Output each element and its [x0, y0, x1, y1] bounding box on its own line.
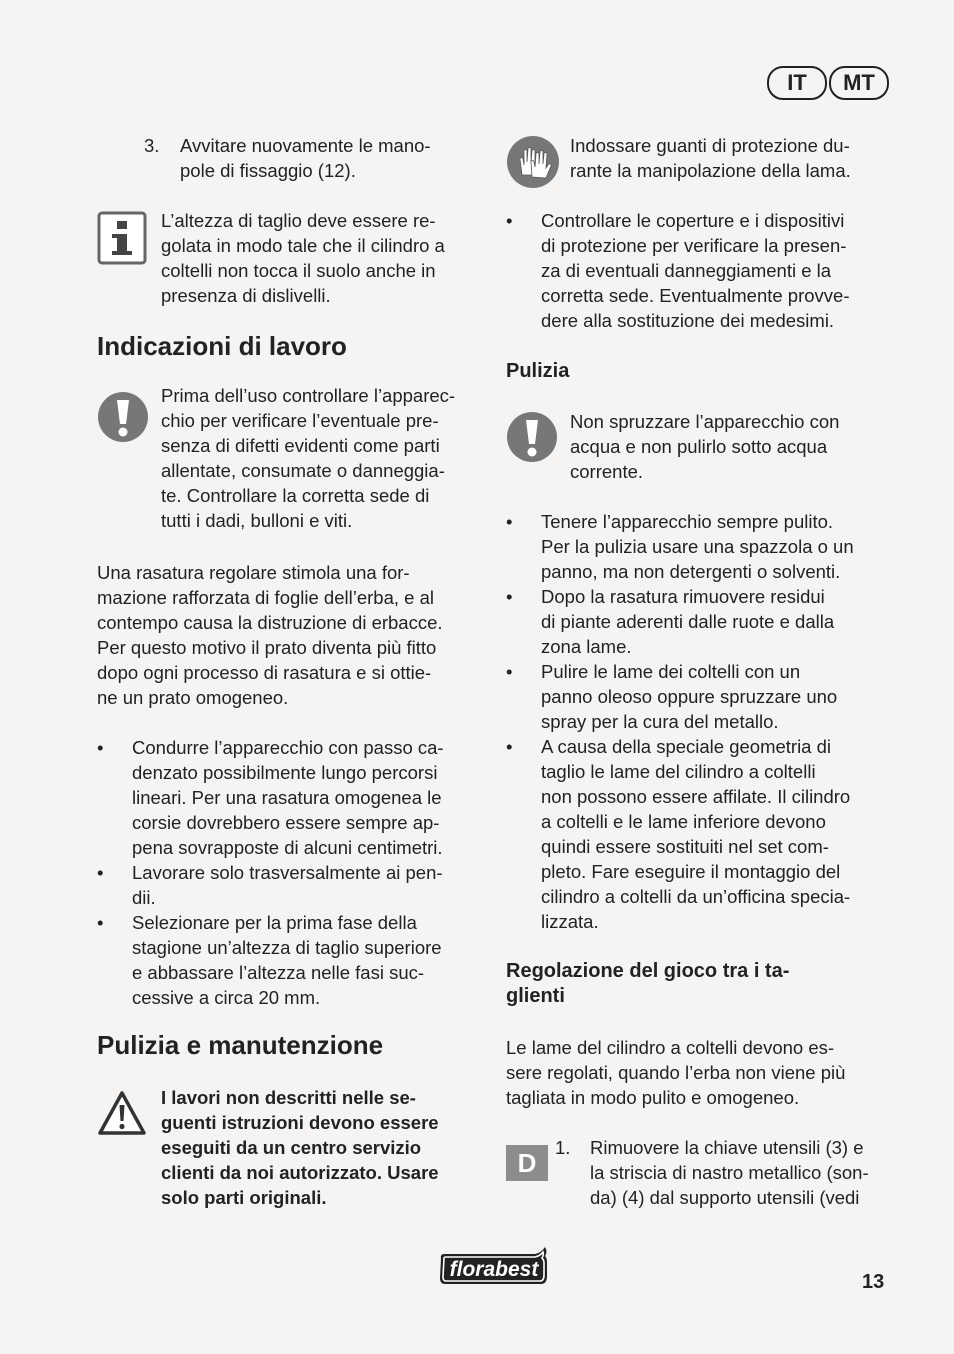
heading-line: Regolazione del gioco tra i ta- — [506, 960, 790, 982]
bullet-icon: • — [506, 736, 513, 757]
caution-note — [161, 1085, 491, 1210]
warning-line: te. Controllare la corretta sede di — [161, 485, 430, 506]
list-item — [97, 860, 489, 910]
warning-triangle-icon — [97, 1090, 147, 1136]
cover-bullet-list — [506, 208, 898, 333]
list-item — [97, 910, 489, 1010]
paragraph-line: sere regolati, quando l’erba non viene più — [506, 1062, 846, 1083]
step-1-number: 1. — [555, 1137, 571, 1158]
cleaning-bullet-list — [506, 509, 898, 934]
list-item-line: Pulire le lame dei coltelli con un — [541, 661, 801, 682]
list-item-line: Per la pulizia usare una spazzola o un — [541, 536, 854, 557]
list-item-line: A causa della speciale geometria di — [541, 736, 832, 757]
heading-pulizia-e-manutenzione: Pulizia e manutenzione — [97, 1030, 384, 1060]
bullet-icon: • — [506, 511, 513, 532]
list-item-line: denzato possibilmente lungo percorsi — [132, 762, 438, 783]
info-note — [161, 208, 491, 308]
warning-line: senza di difetti evidenti come parti — [161, 435, 440, 456]
list-item-line: panno oleoso oppure spruzzare uno — [541, 686, 838, 707]
spray-line: acqua e non pulirlo sotto acqua — [570, 436, 828, 457]
list-item — [506, 509, 898, 584]
list-item — [506, 208, 898, 333]
heading-regolazione-gioco — [506, 959, 896, 1009]
work-bullet-list — [97, 735, 489, 1010]
list-item-line: spray per la cura del metallo. — [541, 711, 779, 732]
heading-indicazioni-di-lavoro: Indicazioni di lavoro — [97, 331, 347, 361]
list-item-line: quindi essere sostituiti nel set com- — [541, 836, 829, 857]
step-1-line: da) (4) dal supporto utensili (vedi — [590, 1187, 860, 1208]
list-item — [506, 659, 898, 734]
info-icon — [97, 211, 147, 265]
step-3-line: Avvitare nuovamente le mano- — [180, 135, 431, 156]
heading-line: glienti — [506, 985, 565, 1007]
list-item-line: Condurre l’apparecchio con passo ca- — [132, 737, 444, 758]
list-item-line: di protezione per verificare la presen- — [541, 235, 847, 256]
paragraph-line: tagliata in modo pulito e omogeneo. — [506, 1087, 800, 1108]
list-item-line: non possono essere affilate. Il cilindro — [541, 786, 851, 807]
caution-line: solo parti originali. — [161, 1187, 327, 1208]
bullet-icon: • — [506, 661, 513, 682]
paragraph-line: contempo causa la distruzione di erbacce. — [97, 612, 443, 633]
gloves-note — [570, 133, 900, 183]
list-item — [97, 735, 489, 860]
heading-pulizia: Pulizia — [506, 360, 570, 382]
list-item-line: taglio le lame del cilindro a coltelli — [541, 761, 816, 782]
list-item-line: lizzata. — [541, 911, 599, 932]
list-item-line: e abbassare l’altezza nelle fasi suc- — [132, 962, 425, 983]
spray-line: Non spruzzare l’apparecchio con — [570, 411, 840, 432]
paragraph-line: Le lame del cilindro a coltelli devono es- — [506, 1037, 835, 1058]
gloves-line: rante la manipolazione della lama. — [570, 160, 851, 181]
gloves-line: Indossare guanti di protezione du- — [570, 135, 850, 156]
info-line: coltelli non tocca il suolo anche in — [161, 260, 436, 281]
paragraph-line: ne un prato omogeneo. — [97, 687, 289, 708]
step-1-line: la striscia di nastro metallico (son- — [590, 1162, 869, 1183]
bullet-icon: • — [506, 586, 513, 607]
list-item-line: cessive a circa 20 mm. — [132, 987, 321, 1008]
figure-d-label: D — [506, 1145, 548, 1181]
list-item-line: panno, ma non detergenti o solventi. — [541, 561, 841, 582]
list-item-line: zona lame. — [541, 636, 632, 657]
list-item-line: za di eventuali danneggiamenti e la — [541, 260, 832, 281]
list-item-line: corretta sede. Eventualmente provve- — [541, 285, 850, 306]
step-3 — [144, 133, 484, 183]
list-item-line: Selezionare per la prima fase della — [132, 912, 417, 933]
list-item — [506, 584, 898, 659]
list-item-line: di piante aderenti dalle ruote e dalla — [541, 611, 835, 632]
lang-badge-it: IT — [767, 66, 827, 100]
list-item-line: a coltelli e le lame inferiore devono — [541, 811, 826, 832]
warning-line: tutti i dadi, bulloni e viti. — [161, 510, 353, 531]
caution-line: guenti istruzioni devono essere — [161, 1112, 439, 1133]
info-line: L’altezza di taglio deve essere re- — [161, 210, 436, 231]
warning-line: chio per verificare l’eventuale pre- — [161, 410, 439, 431]
step-1 — [555, 1135, 900, 1210]
bullet-icon: • — [97, 737, 104, 758]
caution-line: eseguiti da un centro servizio — [161, 1137, 422, 1158]
spray-line: corrente. — [570, 461, 644, 482]
info-line: presenza di dislivelli. — [161, 285, 331, 306]
step-3-line: pole di fissaggio (12). — [180, 160, 356, 181]
caution-line: clienti da noi autorizzato. Usare — [161, 1162, 439, 1183]
warning-note — [161, 383, 491, 533]
bullet-icon: • — [97, 912, 104, 933]
list-item-line: corsie dovrebbero essere sempre ap- — [132, 812, 440, 833]
warning-line: allentate, consumate o danneggia- — [161, 460, 445, 481]
lang-badge-mt: MT — [829, 66, 889, 100]
list-item-line: pena sovrapposte di alcuni centimetri. — [132, 837, 443, 858]
bullet-icon: • — [506, 210, 513, 231]
list-item-line: stagione un’altezza di taglio superiore — [132, 937, 442, 958]
list-item — [506, 734, 898, 934]
bullet-icon: • — [97, 862, 104, 883]
paragraph-line: dopo ogni processo di rasatura e si ottie- — [97, 662, 432, 683]
list-item-line: pleto. Fare eseguire il montaggio del — [541, 861, 841, 882]
page-number: 13 — [862, 1271, 885, 1293]
gap-paragraph — [506, 1035, 898, 1110]
step-1-line: Rimuovere la chiave utensili (3) e — [590, 1137, 864, 1158]
list-item-line: Dopo la rasatura rimuovere residui — [541, 586, 825, 607]
paragraph-line: Una rasatura regolare stimola una for- — [97, 562, 410, 583]
paragraph-line: Per questo motivo il prato diventa più fitto — [97, 637, 437, 658]
list-item-line: Lavorare solo trasversalmente ai pen- — [132, 862, 443, 883]
list-item-line: Tenere l’apparecchio sempre pulito. — [541, 511, 834, 532]
caution-line: I lavori non descritti nelle se- — [161, 1087, 416, 1108]
step-3-number: 3. — [144, 135, 160, 156]
gloves-icon — [506, 135, 560, 189]
exclamation-icon — [506, 411, 558, 463]
list-item-line: cilindro a coltelli da un’officina specia- — [541, 886, 851, 907]
paragraph-line: mazione rafforzata di foglie dell’erba, e al — [97, 587, 434, 608]
info-line: golata in modo tale che il cilindro a — [161, 235, 445, 256]
list-item-line: dere alla sostituzione dei medesimi. — [541, 310, 835, 331]
warning-line: Prima dell’uso controllare l’apparec- — [161, 385, 456, 406]
list-item-line: Controllare le coperture e i dispositivi — [541, 210, 845, 231]
spray-warning-note — [570, 409, 900, 484]
mowing-paragraph — [97, 560, 489, 710]
logo-text: florabest — [449, 1258, 539, 1281]
list-item-line: dii. — [132, 887, 156, 908]
exclamation-icon — [97, 391, 149, 443]
florabest-logo — [437, 1244, 551, 1288]
list-item-line: lineari. Per una rasatura omogenea le — [132, 787, 442, 808]
